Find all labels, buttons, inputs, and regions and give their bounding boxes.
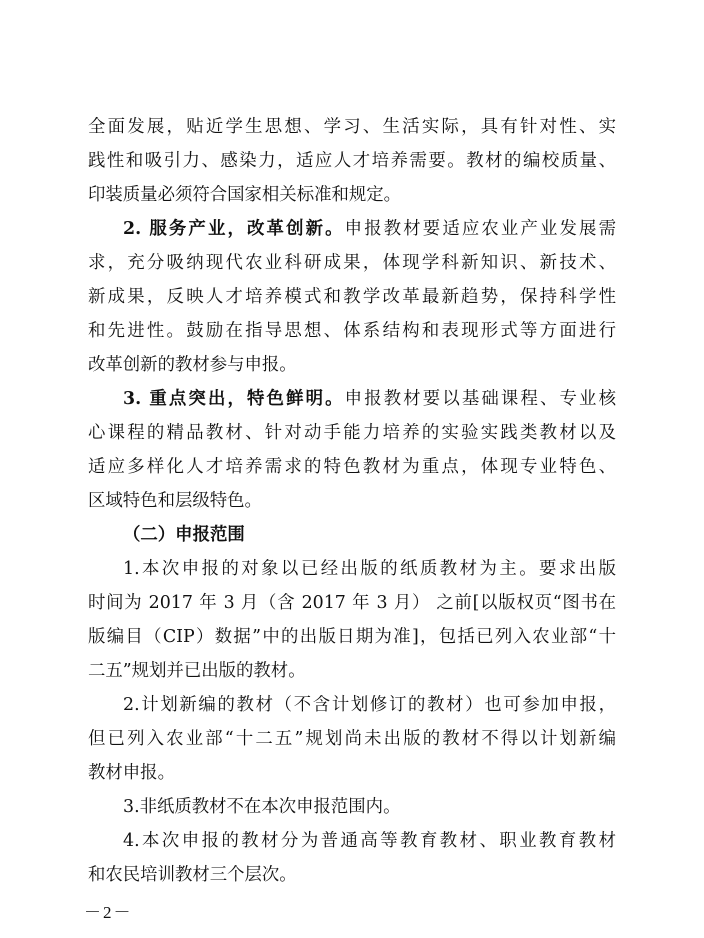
paragraph-line: 区域特色和层级特色。 bbox=[88, 491, 262, 511]
paragraph-line: 新成果，反映人才培养模式和教学改革最新趋势，保持科学性 bbox=[88, 287, 616, 307]
body-text bbox=[88, 110, 616, 892]
paragraph-line: 但已列入农业部“十二五”规划尚未出版的教材不得以计划新编 bbox=[88, 729, 616, 749]
paragraph-line: 践性和吸引力、感染力，适应人才培养需要。教材的编校质量、 bbox=[88, 151, 616, 171]
paragraph-line: 印装质量必须符合国家相关标准和规定。 bbox=[88, 185, 402, 205]
paragraph-line: 和先进性。鼓励在指导思想、体系结构和表现形式等方面进行 bbox=[88, 321, 616, 341]
item-2-heading: 2. 服务产业，改革创新。 bbox=[123, 219, 345, 239]
paragraph-line: 2.计划新编的教材（不含计划修订的教材）也可参加申报， bbox=[123, 695, 616, 715]
page-number: －2－ bbox=[84, 903, 133, 922]
item-3-first-line bbox=[88, 382, 616, 416]
section-heading: （二）申报范围 bbox=[123, 525, 245, 545]
paragraph-line: 3.非纸质教材不在本次申报范围内。 bbox=[123, 797, 401, 817]
item-2-text: 申报教材要适应农业产业发展需 bbox=[344, 219, 616, 239]
item-2-first-line bbox=[88, 212, 616, 246]
paragraph-line: 求，充分吸纳现代农业科研成果，体现学科新知识、新技术、 bbox=[88, 253, 616, 273]
paragraph-line: 教材申报。 bbox=[88, 763, 175, 783]
paragraph-line: 版编目（CIP）数据”中的出版日期为准]，包括已列入农业部“十 bbox=[88, 627, 616, 647]
paragraph-line: 和农民培训教材三个层次。 bbox=[88, 865, 297, 885]
paragraph-line: 4.本次申报的教材分为普通高等教育教材、职业教育教材 bbox=[123, 831, 616, 851]
item-3-heading: 3. 重点突出，特色鲜明。 bbox=[123, 389, 345, 409]
paragraph-line: 改革创新的教材参与申报。 bbox=[88, 355, 297, 375]
paragraph-line: 二五”规划并已出版的教材。 bbox=[88, 661, 306, 681]
paragraph-line: 适应多样化人才培养需求的特色教材为重点，体现专业特色、 bbox=[88, 457, 616, 477]
item-3-text: 申报教材要以基础课程、专业核 bbox=[344, 389, 616, 409]
paragraph-line: 时间为 2017 年 3 月（含 2017 年 3 月） 之前[以版权页“图书在 bbox=[88, 593, 616, 613]
paragraph-line: 1.本次申报的对象以已经出版的纸质教材为主。要求出版 bbox=[123, 559, 616, 579]
paragraph-line: 心课程的精品教材、针对动手能力培养的实验实践类教材以及 bbox=[88, 423, 616, 443]
paragraph-line: 全面发展，贴近学生思想、学习、生活实际，具有针对性、实 bbox=[88, 117, 616, 137]
